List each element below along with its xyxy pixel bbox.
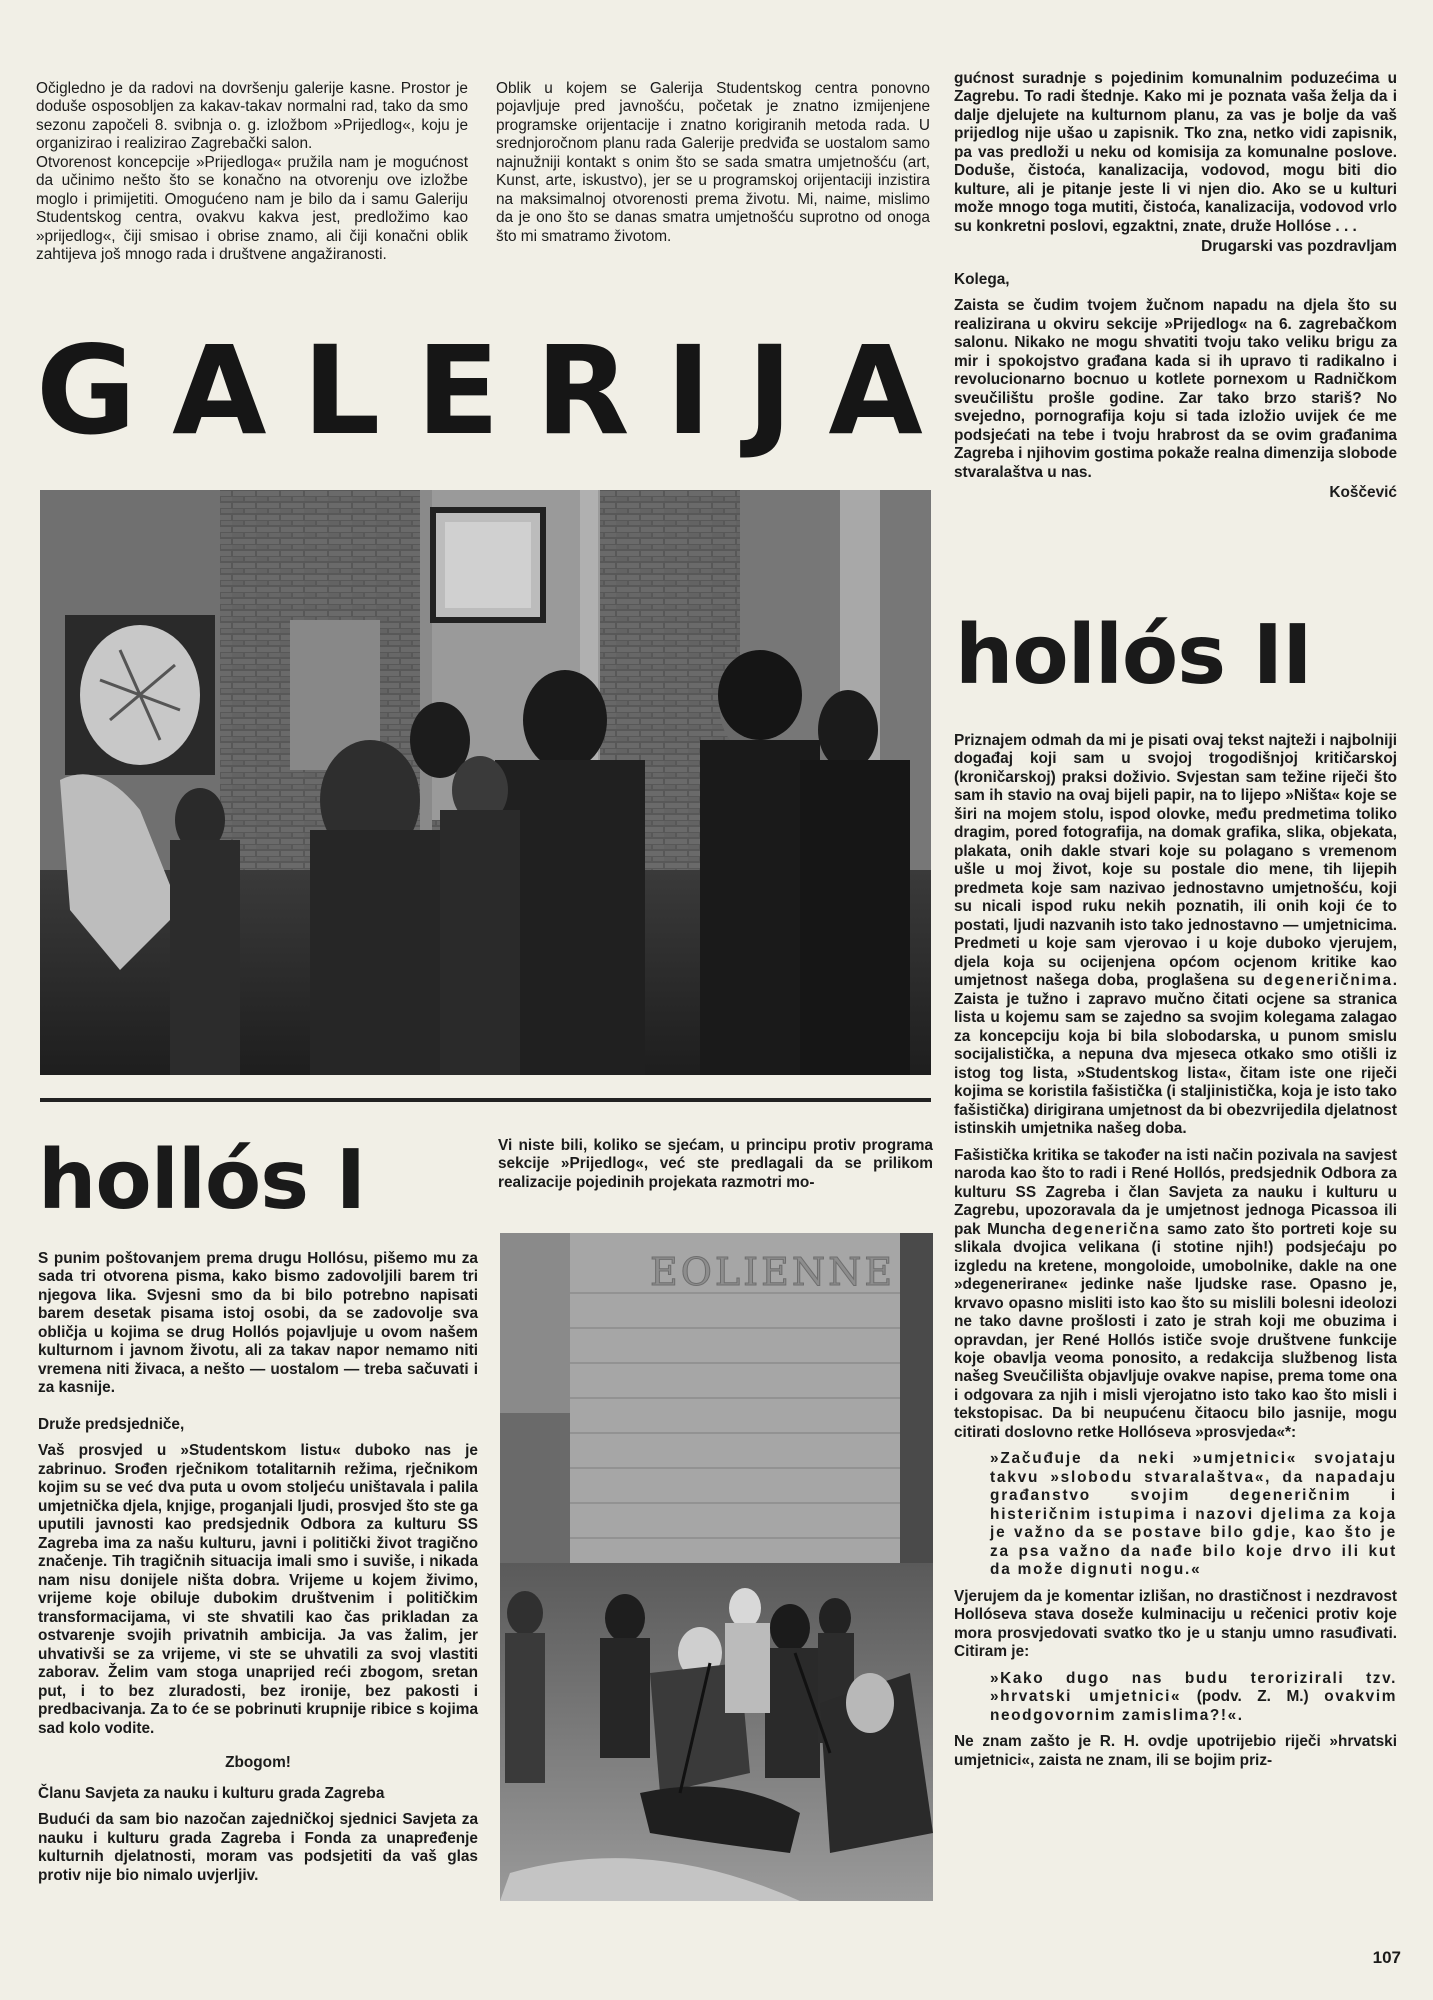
letter-body: Zaista se čudim tvojem žučnom napadu na djela što su realizirana u okviru sekcije »Prijedlog« na 6. zagrebačkom salonu. Nikako ne mogu shvatiti tvoju tako veliku brigu za mir i spokojstvo građana kada si ih upravo ti radikalno i revolucionarno bocnuo u kotlete pornexom u Radničkom sveučilištu prošle godine. Zar tako brzo stariš? No svejedno, pornografija koju si tada izložio uvijek će me podsjećati na tebe i tvoju hrabrost da se ovim građanima Zagreba i njihovim gostima pokaže realna dimenzija slobode stvaralaštva u nas. xyxy=(954,297,1398,481)
hollos-1-column-2 xyxy=(498,1137,933,1192)
street-scene-photo xyxy=(500,1233,933,1901)
section-title-hollos-2: hollós II xyxy=(955,608,1312,703)
hollos-2-paragraph-2 xyxy=(954,1147,1397,1443)
intro-paragraph-1: Očigledno je da radovi na dovršenju galerije kasne. Prostor je doduše osposobljen za kakav-takav normalni rad, tako da smo sezonu započeli 8. svibnja o. g. izložbom »Prijedlog«, koju je organizirao i realizirao Zagrebački salon. xyxy=(36,80,468,153)
intro-column-1 xyxy=(36,80,468,265)
letter-salutation: Kolega, xyxy=(954,270,1010,288)
letter-column-3 xyxy=(954,70,1397,503)
page-title-galerija: GALERIJA xyxy=(36,320,959,462)
hollos-1-column-1 xyxy=(38,1250,478,1885)
hollos-1-intro: S punim poštovanjem prema drugu Hollósu, pišemo mu za sada tri otvorena pisma, kako bismo zadovoljili barem tri njegova lika. Svjesni smo da bi bilo potrebno napisati barem desetak pisama istoj osobi, da se zadovolje sva obličja u kojima se drug Hollós pojavljuje u ovom našem kulturnom i javnom životu, ali za takav napor nemamo niti vremena niti živaca, a nešto — uostalom — treba sačuvati i za kasnije. xyxy=(38,1250,478,1397)
hollos-1-address: Članu Savjeta za nauku i kulturu grada Zagreba xyxy=(38,1784,385,1802)
hollos-2-p1-text: Priznajem odmah da mi je pisati ovaj tekst najteži i najbolniji događaj koji sam u svojoj trogodišnjoj kritičarskoj (kroničarskoj) praksi doživio. Svjestan sam težine riječi što sam ih stavio na ovaj bijeli papir, na to lijepo »Ništa« koje se širi na mojem stolu, ispod olovke, među predmetima toliko dragim, pored fotografija, na domak grafika, slika, objekata, plakata, onih dakle stvari koje su polagano s vremenom ušle u moj život, koje su postale dio mene, tih lijepih predmeta koje sam nazivao jednostavno umjetnošću, koji su nicali ispod ruku nekih poznatih, ili onih koji će to postati, ljudi nazvanih isto tako jednostavno — umjetnicima. Predmeti u koje sam vjerovao i u koje duboko vjerujem, djela koja su ocijenjena općom ocjenom kritike kao umjetnost našega doba, proglašena su xyxy=(954,732,1397,990)
hollos-2-p2-end: samo zato što portreti koje su slikala dvojica velikana (i stotine njih!) podsjećaju po izgledu na kretene, mongoloide, umobolnike, dakle na one »degenerirane« jedinke naše ljudske rase. Opasno je, krvavo opasno misliti isto kao što su mislili bolesni ideolozi ne tako davne prošlosti i zato je strah koji me obuzima i opravdan, jer René Hollós ističe svoje društvene funkcije koje obavlja veoma ponosito, a redakcija službenog lista našeg Sveučilišta objavljuje ovakve napise, prema tome ona i odgovara za njih i misli vjerojatno isto tako kao što misli i tekstopisac. Da bi neupućenu čitaocu bilo jasnije, mogu citirati doslovno retke Hollóseva »prosvjeda«*: xyxy=(954,1220,1397,1441)
hollos-1-continuation: Vi niste bili, koliko se sjećam, u principu protiv programa sekcije »Prijedlog«, već ste predlagali da se prilikom realizacije pojedinih projekata razmotri mo- xyxy=(498,1137,933,1191)
hollos-2-column xyxy=(954,732,1397,1770)
hollos-2-paragraph-1 xyxy=(954,732,1397,1139)
letter-continuation: gućnost suradnje s pojedinim komunalnim poduzećima u Zagrebu. To radi štednje. Kako mi je poznata vaša želja da i dalje djelujete na kulturnom planu, za vas je bolje da vaš prijedlog nije ušao u zapisnik. Tko zna, netko vidi zapisnik, pa vas predloži u neku od komisija za komunalne poslove. Doduše, čistoća, kanalizacija, vodovod, mogu biti dio kulture, ali je pitanje jeste li vi njen dio. Ako se u kulturi može mnogo toga mutiti, čistoća, kanalizacija, vodovod vrlo su konkretni poslovi, egzaktni, znate, druže Hollóse . . . xyxy=(954,70,1397,235)
intro-paragraph-2: Otvorenost koncepcije »Prijedloga« pružila nam je mogućnost da učinimo nešto što se konačno na otvorenju ove izložbe moglo i primijetiti. Omogućeno nam je bilo da i samu Galeriju Studentskog centra, ovakvu kakva jest, predložimo kao »prijedlog«, čiji smisao i obrise znamo, ali čiji konačni oblik zahtijeva još mnogo rada i društvene angažiranosti. xyxy=(36,153,468,264)
hollos-2-quote-2-b: (podv. Z. M.) xyxy=(1196,1688,1309,1706)
hollos-2-p1-end: . Zaista je tužno i zapravo mučno čitati ocjene sa stranica lista u kojemu sam se zajedno sa svojim kolegama zalagao za koncepciju koja bi bila slobodarska, u punom smislu socijalistička, a nepuna dva mjeseca otkako smo otišli iz istog tog lista, »Studentskog lista«, čitam iste one riječi kojima se koristila fašistička (i staljinistička, koja je isto tako fašistička) dirigirana umjetnost da bi obezvrijedila djelatnost istinskih umjetnika našeg doba. xyxy=(954,972,1397,1138)
hollos-2-p2-text: Fašistička kritika se također na isti način pozivala na savjest naroda kao što to radi i René Hollós, predsjednik Odbora za kulturu SS Zagreba i član Savjeta za nauku i kulturu u Zagrebu, upozoravala da je umjetnost jednoga Picassoa ili pak Muncha xyxy=(954,1146,1397,1238)
hollos-2-paragraph-4: Ne znam zašto je R. H. ovdje upotrijebio riječi »hrvatski umjetnici«, zaista ne znam, ili se bojim priz- xyxy=(954,1733,1397,1769)
hollos-2-paragraph-3: Vjerujem da je komentar izlišan, no drastičnost i nezdravost Hollóseva stava doseže kulminaciju u rečenici protiv koje mora prosvjedovati svatko tko je u stanju umno rasuđivati. Citiram je: xyxy=(954,1587,1397,1661)
intro-column-2 xyxy=(496,80,930,246)
hollos-2-p1-emphasis: degeneričnima xyxy=(1263,972,1393,990)
letter-signoff: Drugarski vas pozdravljam xyxy=(1201,238,1397,256)
hollos-1-farewell: Zbogom! xyxy=(225,1754,291,1772)
hollos-1-letter-2: Budući da sam bio nazočan zajedničkoj sjednici Savjeta za nauku i kulturu grada Zagreba i Fonda za unapređenje kulturnih djelatnosti, moram vas podsjetiti da vaš glas protiv nije bio nimalo uvjerljiv. xyxy=(38,1811,478,1884)
page-number: 107 xyxy=(1372,1948,1401,1967)
storefront-sign: EOLIENNE xyxy=(650,1250,896,1294)
hollos-2-quote-2-a: »Kako dugo nas budu terorizirali tzv. »hrvatski umjetnici« xyxy=(990,1669,1397,1706)
hollos-2-quote-1: »Začuđuje da neki »umjetnici« svojataju takvu »slobodu stvaralaštva«, da napadaju građanstvo svojim degeneričnim i histeričnim istupima i nazovi djelima za koja je važno da se postave bilo gdje, kao što je za psa važno da nađe bilo koje drvo ili kut da može dignuti nogu.« xyxy=(990,1450,1397,1579)
hollos-1-letter: Vaš prosvjed u »Studentskom listu« duboko nas je zabrinuo. Srođen rječnikom totalitarnih režima, rječnikom kojim su se već dva puta u ovom stoljeću uništavala i palila umjetnička djela, knjige, proganjali ljudi, prosvjed što ste ga uputili javnosti kao predsjednik Odbora za kulturu SS Zagreba ima za našu kulturu, javni i politički život tragično značenje. Tih tragičnih situacija imali smo i suviše, i nikada nam nisu donijele ništa dobra. Vrijeme u kojem živimo, vrijeme koje obiluje dubokim društvenim i političkim transformacijama, vi ste shvatili kao čas prikladan za ostvarenje svojih privatnih ambicija. Ja vas žalim, jer uhvativši se za vrijeme, vi ste se uhvatili za svoj vlastiti zaborav. Želim vam stoga unaprijed reći zbogom, sretan put, i to bez zluradosti, bez ironije, bez pakosti i predbacivanja. Za to će se pobrinuti krupnije ribice s kojima sad kolo vodite. xyxy=(38,1442,478,1737)
section-divider xyxy=(40,1098,931,1102)
gallery-opening-photo xyxy=(40,490,931,1075)
hollos-2-quote-2 xyxy=(990,1670,1397,1725)
intro-paragraph-3: Oblik u kojem se Galerija Studentskog centra ponovno pojavljuje pred javnošću, početak je znatno izmijenjene programske orijentacije i znatno korigiranih metoda rada. U srednjoročnom planu rada Galerije predviđa se uostalom samo najnužniji kontakt s onim što se sada smatra umjetnošću (art, Kunst, arte, iskustvo), jer se u programskoj orijentaciji inzistira na maksimalnoj otvorenosti prema životu. Mi, naime, mislimo da je ono što se danas smatra umjetnošću suprotno od onoga što mi smatramo životom. xyxy=(496,80,930,245)
hollos-2-p2-emphasis: degenerična xyxy=(1052,1220,1161,1238)
section-title-hollos-1: hollós I xyxy=(38,1133,366,1228)
hollos-1-salutation: Druže predsjedniče, xyxy=(38,1415,185,1433)
hollos-2-quote-2-c: ovakvim neodgovornim zamislima?!«. xyxy=(990,1688,1397,1724)
letter-signature: Koščević xyxy=(1329,484,1397,502)
